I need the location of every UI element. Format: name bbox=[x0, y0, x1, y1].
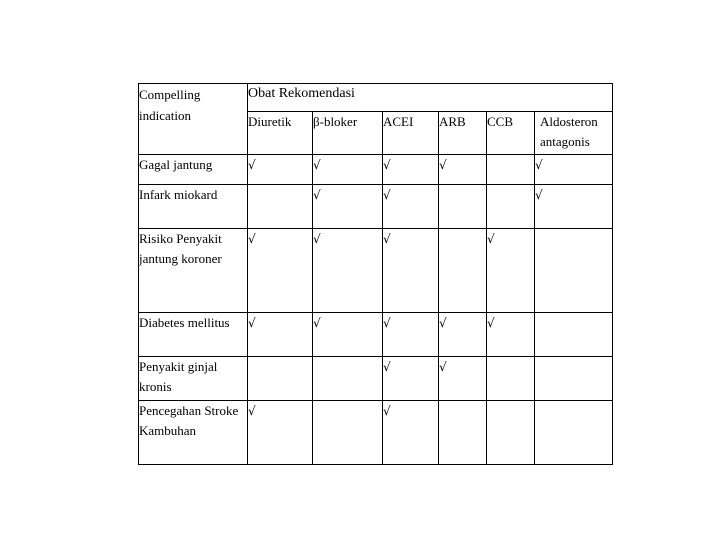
drug-header-aldosteron-antagonis: Aldosteron antagonis bbox=[535, 112, 613, 155]
check-cell bbox=[487, 229, 535, 313]
check-cell bbox=[383, 155, 439, 185]
header-obat-rekomendasi: Obat Rekomendasi bbox=[248, 84, 613, 112]
check-cell bbox=[313, 401, 383, 465]
check-cell bbox=[313, 155, 383, 185]
check-cell bbox=[487, 185, 535, 229]
check-cell bbox=[313, 357, 383, 401]
check-cell bbox=[487, 313, 535, 357]
indication-label: Penyakit ginjal kronis bbox=[139, 357, 248, 401]
check-cell bbox=[535, 229, 613, 313]
check-cell bbox=[383, 357, 439, 401]
check-cell bbox=[248, 229, 313, 313]
check-mark: √ bbox=[248, 232, 256, 246]
header-compelling-indication: Compelling indication bbox=[139, 84, 248, 155]
table-row bbox=[139, 229, 613, 313]
check-cell bbox=[439, 155, 487, 185]
check-cell bbox=[313, 185, 383, 229]
check-mark: √ bbox=[383, 158, 391, 172]
table-row bbox=[139, 155, 613, 185]
check-cell bbox=[487, 155, 535, 185]
indication-label: Infark miokard bbox=[139, 185, 248, 229]
check-mark: √ bbox=[313, 232, 321, 246]
check-cell bbox=[487, 357, 535, 401]
check-mark: √ bbox=[248, 404, 256, 418]
indication-label: Gagal jantung bbox=[139, 155, 248, 185]
check-cell bbox=[313, 313, 383, 357]
check-mark: √ bbox=[313, 158, 321, 172]
check-mark: √ bbox=[439, 316, 447, 330]
check-cell bbox=[535, 401, 613, 465]
check-mark: √ bbox=[487, 316, 495, 330]
check-cell bbox=[248, 155, 313, 185]
drug-header-ccb: CCB bbox=[487, 112, 535, 155]
check-mark: √ bbox=[383, 188, 391, 202]
check-cell bbox=[248, 357, 313, 401]
check-cell bbox=[248, 313, 313, 357]
check-cell bbox=[383, 185, 439, 229]
check-cell bbox=[439, 229, 487, 313]
table-row bbox=[139, 185, 613, 229]
indication-label: Diabetes mellitus bbox=[139, 313, 248, 357]
check-mark: √ bbox=[439, 158, 447, 172]
drug-header-acei: ACEI bbox=[383, 112, 439, 155]
drug-header-arb: ARB bbox=[439, 112, 487, 155]
drug-header-beta-bloker: β-bloker bbox=[313, 112, 383, 155]
check-mark: √ bbox=[248, 316, 256, 330]
check-mark: √ bbox=[383, 360, 391, 374]
header-row bbox=[139, 84, 613, 112]
check-cell bbox=[383, 313, 439, 357]
check-mark: √ bbox=[313, 188, 321, 202]
indication-label: Pencegahan Stroke Kambuhan bbox=[139, 401, 248, 465]
check-mark: √ bbox=[439, 360, 447, 374]
check-cell bbox=[439, 313, 487, 357]
check-mark: √ bbox=[487, 232, 495, 246]
check-mark: √ bbox=[535, 188, 543, 202]
recommendation-table bbox=[138, 83, 613, 465]
table-row bbox=[139, 313, 613, 357]
drug-header-diuretik: Diuretik bbox=[248, 112, 313, 155]
check-cell bbox=[439, 357, 487, 401]
indication-label: Risiko Penyakit jantung koroner bbox=[139, 229, 248, 313]
check-cell bbox=[535, 185, 613, 229]
check-cell bbox=[487, 401, 535, 465]
check-mark: √ bbox=[535, 158, 543, 172]
check-cell bbox=[439, 401, 487, 465]
check-cell bbox=[313, 229, 383, 313]
check-cell bbox=[535, 155, 613, 185]
check-cell bbox=[248, 401, 313, 465]
check-cell bbox=[535, 357, 613, 401]
table-row bbox=[139, 401, 613, 465]
check-mark: √ bbox=[383, 316, 391, 330]
check-cell bbox=[535, 313, 613, 357]
check-cell bbox=[383, 229, 439, 313]
check-mark: √ bbox=[383, 404, 391, 418]
check-cell bbox=[383, 401, 439, 465]
check-mark: √ bbox=[313, 316, 321, 330]
check-mark: √ bbox=[383, 232, 391, 246]
check-cell bbox=[248, 185, 313, 229]
table-row bbox=[139, 357, 613, 401]
check-cell bbox=[439, 185, 487, 229]
check-mark: √ bbox=[248, 158, 256, 172]
